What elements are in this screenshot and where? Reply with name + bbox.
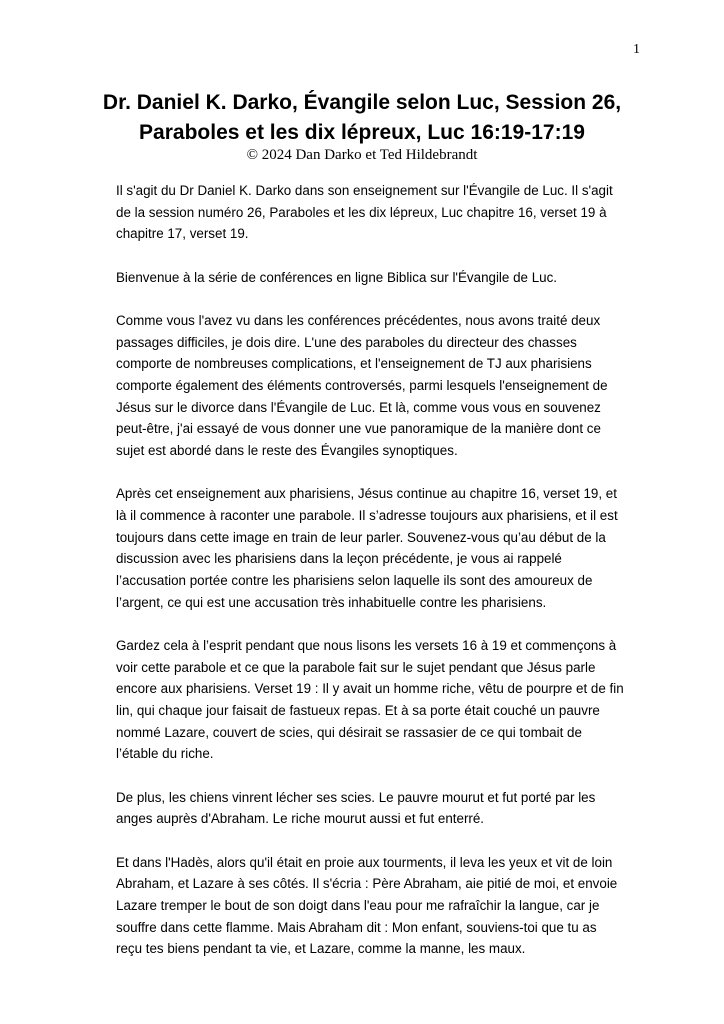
copyright-line: © 2024 Dan Darko et Ted Hildebrandt	[246, 147, 478, 163]
paragraph-hades: Et dans l'Hadès, alors qu'il était en proie aux tourments, il leva les yeux et vit de loin Abraham, et Lazare à ses côtés. Il s'écria : Père Abraham, aie pitié de moi, et envoie Lazare tremper le bout de son doigt dans l'eau pour me rafraîchir la langue, car je souffre dans cette flamme. Mais Abraham dit : Mon enfant, souviens-toi que tu as reçu tes biens pendant ta vie, et Lazare, comme la manne, les maux.	[116, 854, 618, 957]
paragraph-parable-start: Après cet enseignement aux pharisiens, Jésus continue au chapitre 16, verset 19, et là il commence à raconter une parabole. Il s’adresse toujours aux pharisiens, et il est toujours dans cette image en train de leur parler. Souvenez-vous qu’au début de la discussion avec les pharisiens dans la leçon précédente, je vous ai rappelé l’accusation portée contre les pharisiens selon laquelle ils sont des amoureux de l’argent, ce qui est une accusation très inhabituelle contre les pharisiens.	[116, 486, 618, 610]
document-body	[116, 180, 624, 982]
paragraph-dogs: De plus, les chiens vinrent lécher ses scies. Le pauvre mourut et fut porté par les anges auprès d'Abraham. Le riche mourut aussi et fut enterré.	[116, 789, 596, 827]
page-number: 1	[633, 42, 640, 57]
paragraph-welcome: Bienvenue à la série de conférences en ligne Biblica sur l'Évangile de Luc.	[116, 269, 558, 285]
paragraph-verse-19: Gardez cela à l’esprit pendant que nous lisons les versets 16 à 19 et commençons à voir cette parabole et ce que la parabole fait sur le sujet pendant que Jésus parle encore aux pharisiens. Verset 19 : Il y avait un homme riche, vêtu de pourpre et de fin lin, qui chaque jour faisait de fastueux repas. Et à sa porte était couché un pauvre nommé Lazare, couvert de scies, qui désirait se rassasier de ce qui tombait de l’étable du riche.	[116, 637, 624, 762]
paragraph-intro: Il s'agit du Dr Daniel K. Darko dans son enseignement sur l'Évangile de Luc. Il s'agit de la session numéro 26, Paraboles et les dix lépreux, Luc chapitre 16, verset 19 à chapitre 17, verset 19.	[116, 183, 613, 242]
document-title: Dr. Daniel K. Darko, Évangile selon Luc, Session 26, Paraboles et les dix lépreux, Luc 16:19-17:19	[102, 91, 622, 144]
paragraph-previous-lectures: Comme vous l'avez vu dans les conférences précédentes, nous avons traité deux passages difficiles, je dois dire. L'une des paraboles du directeur des chasses comporte de nombreuses complications, et l'enseignement de TJ aux pharisiens comporte également des éléments controversés, parmi lesquels l'enseignement de Jésus sur le divorce dans l'Évangile de Luc. Et là, comme vous vous en souvenez peut-être, j'ai essayé de vous donner une vue panoramique de la manière dont ce sujet est abordé dans le reste des Évangiles synoptiques.	[116, 312, 608, 459]
